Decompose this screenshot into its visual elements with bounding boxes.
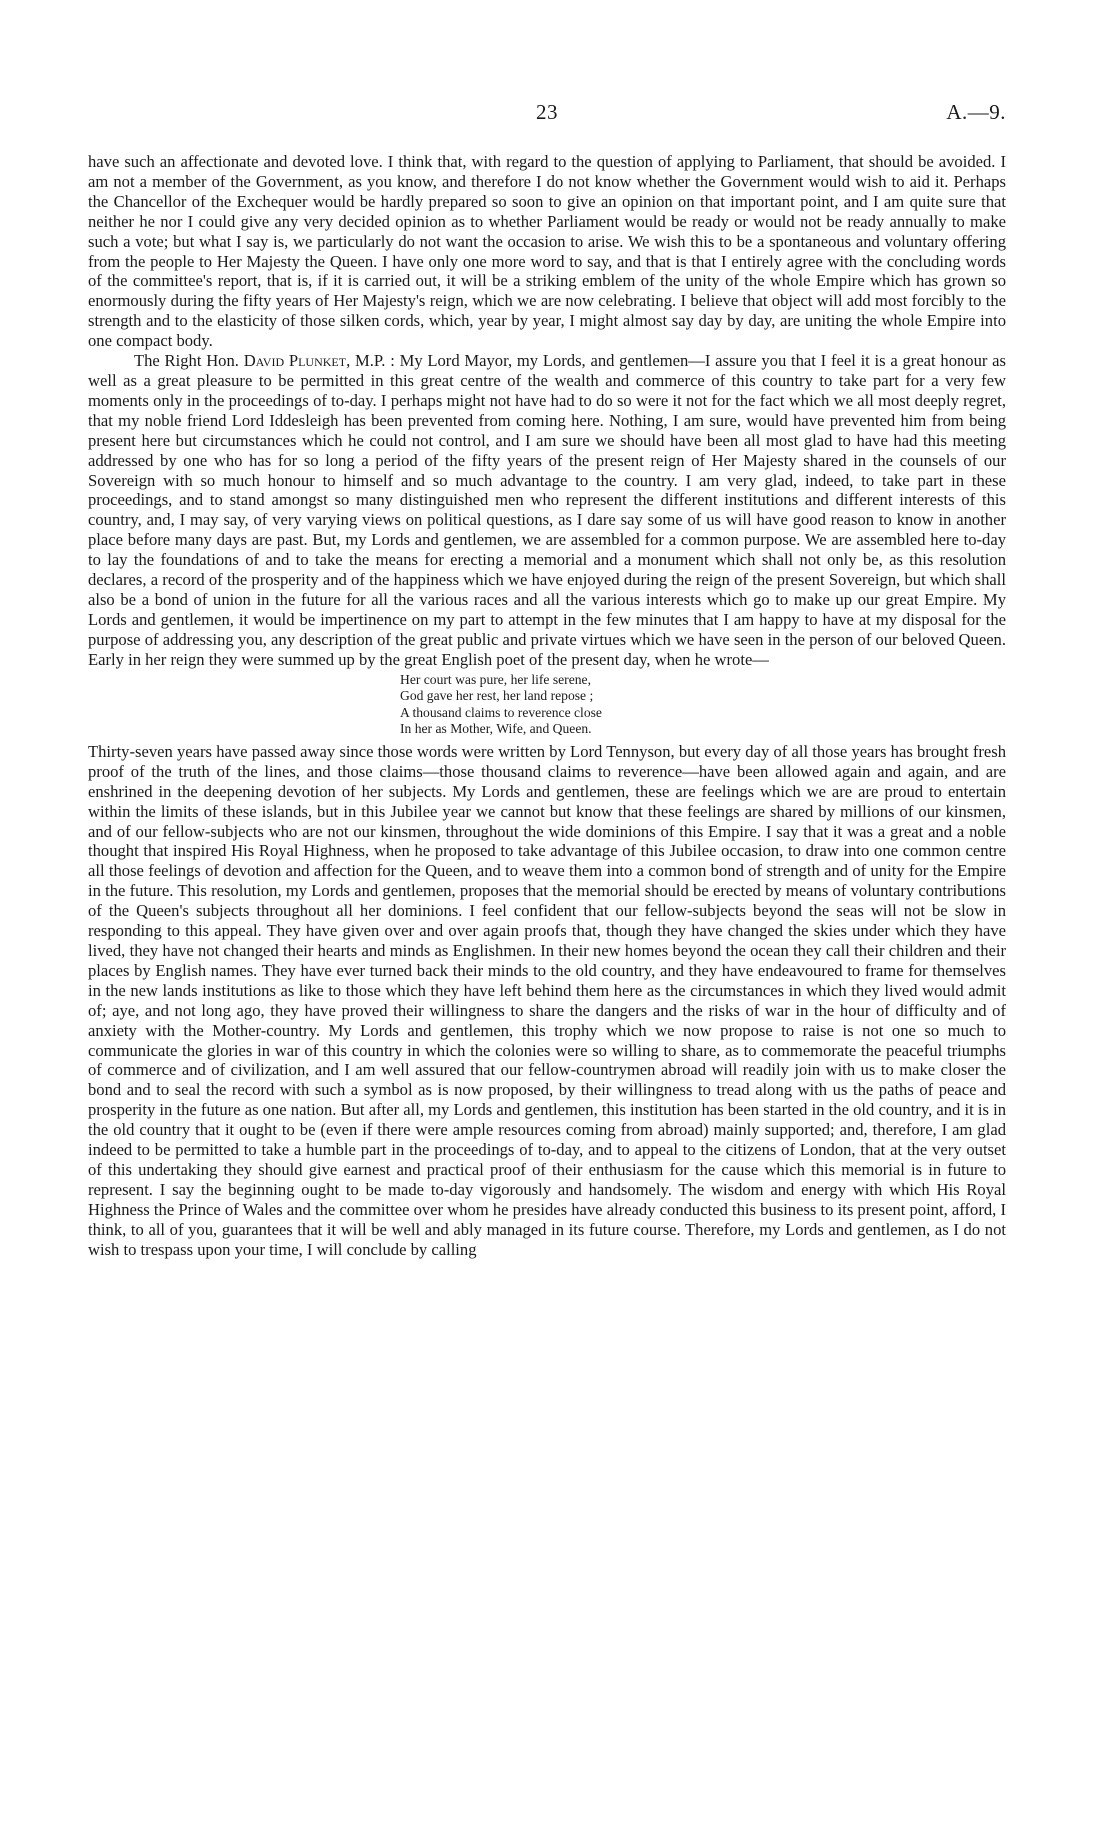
poem-line: In her as Mother, Wife, and Queen. (400, 721, 592, 737)
poem-line: Her court was pure, her life serene, (400, 671, 591, 687)
speaker-prefix: The Right Hon. (134, 351, 239, 371)
poem-line: God gave her rest, her land repose ; (400, 688, 594, 704)
speaker-name: David Plunket (243, 351, 347, 371)
paragraph-continued: have such an affectionate and devoted love. I think that, with regard to the question of applying to Parliament, that should be avoided. I am not a member of the Government, as you know, and therefore I do not know whether the Government would wish to aid it. Perhaps the Chancellor of the Exchequer would be hardly prepared so soon to give an opinion on that important point, and I am quite sure that neither he nor I could give any very decided opinion as to whether Parliament would be ready or would not be ready annually to make such a vote; but what I say is, we particularly do not want the occasion to arise. We wish this to be a spontaneous and voluntary offering from the people to Her Majesty the Queen. I have only one more word to say, and that is that I entirely agree with the concluding words of the committee's report, that is, if it is carried out, it will be a striking emblem of the unity of the whole Empire which has grown so enormously during the fifty years of Her Majesty's reign, which we are now celebrating. I believe that object will add most forcibly to the strength and to the elasticity of those silken cords, which, year by year, I might almost say day by day, are uniting the whole Empire into one compact body. (88, 152, 1006, 351)
poem-line: A thousand claims to reverence close (400, 704, 602, 720)
poem-quote (88, 672, 1006, 738)
body-text (88, 152, 1006, 1260)
paragraph-continuation: Thirty-seven years have passed away since those words were written by Lord Tennyson, but every day of all those years has brought fresh proof of the truth of the lines, and those claims—those thousand claims to reverence—have been allowed again and again, and are enshrined in the deepening devotion of her subjects. My Lords and gentlemen, these are feelings which we are are proud to entertain within the limits of these islands, but in this Jubilee year we cannot but know that these feelings are shared by millions of our kinsmen, and of our fellow-subjects who are not our kinsmen, throughout the wide dominions of this Empire. I say that it was a great and a noble thought that inspired His Royal Highness, when he proposed to take advantage of this Jubilee occasion, to draw into one common centre all those feelings of devotion and affection for the Queen, and to weave them into a common bond of strength and of unity for the Empire in the future. This resolution, my Lords and gentlemen, proposes that the memorial should be erected by means of voluntary contributions of the Queen's subjects throughout all her dominions. I feel confident that our fellow-subjects beyond the seas will not be slow in responding to this appeal. They have given over and over again proofs that, though they have changed the skies under which they have lived, they have not changed their hearts and minds as Englishmen. In their new homes beyond the ocean they call their children and their places by English names. They have ever turned back their minds to the old country, and they have endeavoured to frame for themselves in the new lands institutions as like to those which they have left behind them here as the circumstances in which they lived would admit of; aye, and not long ago, they have proved their willingness to share the dangers and the risks of war in the hour of difficulty and of anxiety with the Mother-country. My Lords and gentlemen, this trophy which we now propose to raise is not one so much to communicate the glories in war of this country in which the colonies were so willing to share, as to commemorate the peaceful triumphs of commerce and of civilization, and I am well assured that our fellow-countrymen abroad will readily join with us to make closer the bond and to seal the record with such a symbol as is now proposed, by their willingness to tread along with us the paths of peace and prosperity in the future as one nation. But after all, my Lords and gentlemen, this institution has been started in the old country, and it is in the old country that it ought to be (even if there were ample resources coming from abroad) mainly supported; and, therefore, I am glad indeed to be permitted to take a humble part in the proceedings of to-day, and to appeal to the citizens of London, that at the very outset of this undertaking they should give earnest and practical proof of their enthusiasm for the cause which this memorial is in future to represent. I say the beginning ought to be made to-day vigorously and handsomely. The wisdom and energy with which His Royal Highness the Prince of Wales and the committee over whom he presides have already conducted this business to its present point, afford, I think, to all of you, guarantees that it will be well and ably managed in its future course. Therefore, my Lords and gentlemen, as I do not wish to trespass upon your time, I will conclude by calling (88, 741, 1006, 1259)
page-header (88, 100, 1006, 130)
speech-text: My Lord Mayor, my Lords, and gentlemen—I assure you that I feel it is a great honour as well as a great pleasure to be permitted in this great centre of the wealth and commerce of this country to take part for a very few moments only in the proceedings of to-day. I perhaps might not have had to do so were it not for the fact which we all most deeply regret, that my noble friend Lord Iddesleigh has been prevented from coming here. Nothing, I am sure, would have prevented him from being present here but circumstances which he could not control, and I am sure we should have been all most glad to have had this meeting addressed by one who has for so long a period of the fifty years of the present reign of Her Majesty shared in the counsels of our Sovereign with so much honour to himself and so much advantage to the country. I am very glad, indeed, to take part in these proceedings, and to stand amongst so many distinguished men who represent the different institutions and different interests of this country, and, I may say, of very varying views on political questions, as I dare say some of us will have good reason to know in another place before many days are past. But, my Lords and gentlemen, we are assembled for a common purpose. We are assembled here to-day to lay the foundations of and to take the means for erecting a memorial and a monument which shall not only be, as this resolution declares, a record of the prosperity and of the happiness which we have enjoyed during the reign of the present Sovereign, but which shall also be a bond of union in the future for all the various races and all the various interests which go to make up our great Empire. My Lords and gentlemen, it would be impertinence on my part to attempt in the few minutes that I am happy to have at my disposal for the purpose of addressing you, any description of the great public and private virtues which we have seen in the person of our beloved Queen. Early in her reign they were summed up by the great English poet of the present day, when he wrote— (88, 351, 1007, 669)
paragraph-plunket-speech (88, 351, 1006, 670)
document-reference: A.—9. (946, 100, 1006, 124)
page-number: 23 (536, 100, 558, 124)
speaker-title: , M.P. : (346, 351, 395, 371)
